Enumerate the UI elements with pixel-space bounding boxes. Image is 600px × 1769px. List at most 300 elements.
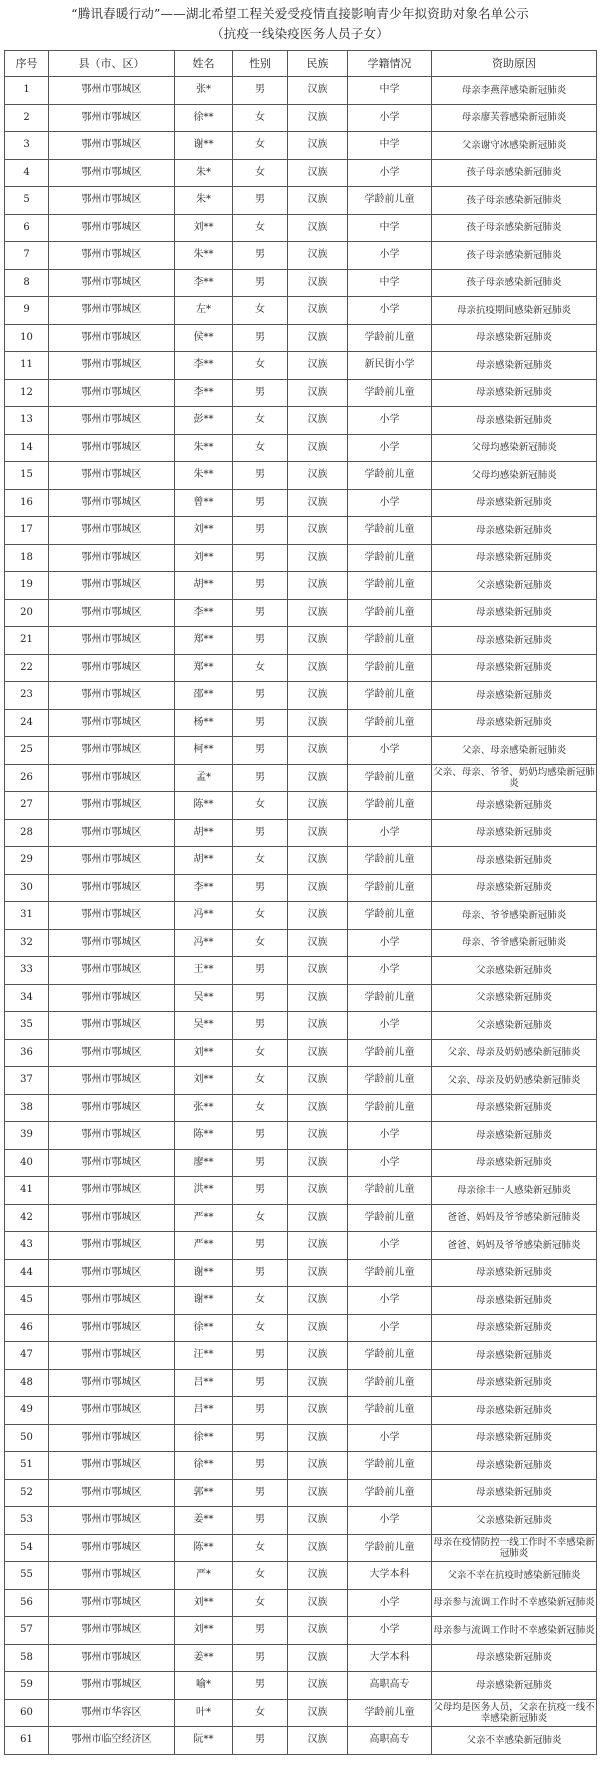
cell-school-status: 小学 [348, 929, 432, 957]
cell-no: 21 [5, 627, 49, 655]
cell-name: 徐** [175, 1314, 233, 1342]
cell-name: 张* [175, 77, 233, 105]
table-row [5, 819, 597, 847]
cell-school-status: 小学 [348, 407, 432, 435]
cell-no: 36 [5, 1039, 49, 1067]
cell-school-status: 小学 [348, 819, 432, 847]
cell-gender: 女 [233, 902, 288, 930]
cell-no: 53 [5, 1507, 49, 1535]
cell-reason: 父亲感染新冠肺炎 [432, 572, 597, 600]
cell-no: 37 [5, 1067, 49, 1095]
cell-reason: 母亲感染新冠肺炎 [432, 847, 597, 875]
cell-no: 2 [5, 104, 49, 132]
cell-no: 52 [5, 1479, 49, 1507]
cell-name: 谢** [175, 1259, 233, 1287]
cell-ethnicity: 汉族 [288, 654, 348, 682]
cell-ethnicity: 汉族 [288, 599, 348, 627]
cell-ethnicity: 汉族 [288, 1424, 348, 1452]
cell-school-status: 学龄前儿童 [348, 654, 432, 682]
cell-no: 7 [5, 242, 49, 270]
cell-ethnicity: 汉族 [288, 957, 348, 985]
cell-county: 鄂州市鄂城区 [49, 324, 175, 352]
cell-school-status: 学龄前儿童 [348, 874, 432, 902]
table-row [5, 1727, 597, 1755]
cell-ethnicity: 汉族 [288, 517, 348, 545]
cell-county: 鄂州市鄂城区 [49, 1232, 175, 1260]
cell-no: 20 [5, 599, 49, 627]
cell-gender: 男 [233, 187, 288, 215]
cell-no: 57 [5, 1617, 49, 1645]
cell-ethnicity: 汉族 [288, 1204, 348, 1232]
cell-gender: 男 [233, 1727, 288, 1755]
table-row [5, 104, 597, 132]
cell-county: 鄂州市鄂城区 [49, 1067, 175, 1095]
cell-gender: 女 [233, 1287, 288, 1315]
cell-ethnicity: 汉族 [288, 627, 348, 655]
cell-no: 46 [5, 1314, 49, 1342]
cell-ethnicity: 汉族 [288, 1259, 348, 1287]
cell-name: 洪** [175, 1177, 233, 1205]
cell-reason: 母亲感染新冠肺炎 [432, 1479, 597, 1507]
cell-school-status: 学龄前儿童 [348, 1397, 432, 1425]
table-row [5, 737, 597, 765]
cell-school-status: 学龄前儿童 [348, 902, 432, 930]
cell-reason: 父亲、母亲及奶奶感染新冠肺炎 [432, 1067, 597, 1095]
cell-reason: 母亲感染新冠肺炎 [432, 709, 597, 737]
cell-county: 鄂州市临空经济区 [49, 1727, 175, 1755]
cell-gender: 男 [233, 242, 288, 270]
cell-reason: 父亲感染新冠肺炎 [432, 984, 597, 1012]
cell-name: 孟* [175, 764, 233, 792]
cell-gender: 男 [233, 1122, 288, 1150]
cell-reason: 母亲感染新冠肺炎 [432, 1149, 597, 1177]
cell-county: 鄂州市鄂城区 [49, 407, 175, 435]
cell-ethnicity: 汉族 [288, 1012, 348, 1040]
cell-name: 胡** [175, 847, 233, 875]
table-row [5, 159, 597, 187]
cell-county: 鄂州市鄂城区 [49, 1397, 175, 1425]
cell-name: 朱* [175, 159, 233, 187]
cell-reason: 孩子母亲感染新冠肺炎 [432, 187, 597, 215]
cell-name: 左* [175, 297, 233, 325]
cell-school-status: 小学 [348, 1617, 432, 1645]
cell-no: 28 [5, 819, 49, 847]
cell-reason: 母亲感染新冠肺炎 [432, 544, 597, 572]
cell-name: 邵** [175, 682, 233, 710]
cell-ethnicity: 汉族 [288, 1672, 348, 1700]
cell-name: 吕** [175, 1397, 233, 1425]
cell-school-status: 学龄前儿童 [348, 187, 432, 215]
table-row [5, 1369, 597, 1397]
cell-ethnicity: 汉族 [288, 187, 348, 215]
cell-name: 胡** [175, 819, 233, 847]
table-row [5, 434, 597, 462]
cell-ethnicity: 汉族 [288, 1507, 348, 1535]
cell-no: 40 [5, 1149, 49, 1177]
cell-no: 18 [5, 544, 49, 572]
table-row [5, 462, 597, 490]
cell-name: 吴** [175, 1012, 233, 1040]
cell-gender: 女 [233, 1204, 288, 1232]
cell-reason: 爸爸、妈妈及爷爷感染新冠肺炎 [432, 1204, 597, 1232]
cell-name: 冯** [175, 902, 233, 930]
cell-no: 17 [5, 517, 49, 545]
cell-ethnicity: 汉族 [288, 159, 348, 187]
cell-name: 刘** [175, 1589, 233, 1617]
table-header-row [5, 51, 597, 77]
cell-school-status: 小学 [348, 1507, 432, 1535]
table-row [5, 242, 597, 270]
cell-gender: 男 [233, 269, 288, 297]
title-line-2: （抗疫一线染疫医务人员子女） [211, 26, 389, 41]
cell-gender: 女 [233, 214, 288, 242]
cell-ethnicity: 汉族 [288, 1232, 348, 1260]
cell-county: 鄂州市鄂城区 [49, 1342, 175, 1370]
table-row [5, 1452, 597, 1480]
cell-county: 鄂州市鄂城区 [49, 1507, 175, 1535]
cell-ethnicity: 汉族 [288, 1727, 348, 1755]
cell-county: 鄂州市鄂城区 [49, 792, 175, 820]
cell-school-status: 中学 [348, 269, 432, 297]
header-no: 序号 [5, 51, 49, 77]
cell-name: 李** [175, 874, 233, 902]
cell-reason: 母亲感染新冠肺炎 [432, 792, 597, 820]
cell-county: 鄂州市鄂城区 [49, 874, 175, 902]
cell-county: 鄂州市鄂城区 [49, 1094, 175, 1122]
cell-ethnicity: 汉族 [288, 269, 348, 297]
cell-gender: 男 [233, 1149, 288, 1177]
cell-ethnicity: 汉族 [288, 682, 348, 710]
cell-no: 23 [5, 682, 49, 710]
cell-county: 鄂州市鄂城区 [49, 489, 175, 517]
cell-name: 姜** [175, 1507, 233, 1535]
cell-gender: 男 [233, 764, 288, 792]
table-row [5, 269, 597, 297]
cell-name: 徐** [175, 1424, 233, 1452]
cell-ethnicity: 汉族 [288, 1149, 348, 1177]
table-row [5, 599, 597, 627]
cell-school-status: 大学本科 [348, 1562, 432, 1590]
table-row [5, 1562, 597, 1590]
table-row [5, 187, 597, 215]
cell-name: 陈** [175, 792, 233, 820]
cell-school-status: 小学 [348, 1149, 432, 1177]
cell-school-status: 高职高专 [348, 1672, 432, 1700]
cell-school-status: 学龄前儿童 [348, 1369, 432, 1397]
cell-reason: 母亲感染新冠肺炎 [432, 489, 597, 517]
cell-reason: 母亲廖芙蓉感染新冠肺炎 [432, 104, 597, 132]
cell-county: 鄂州市鄂城区 [49, 379, 175, 407]
cell-reason: 母亲李燕萍感染新冠肺炎 [432, 77, 597, 105]
cell-no: 15 [5, 462, 49, 490]
cell-school-status: 学龄前儿童 [348, 599, 432, 627]
cell-no: 24 [5, 709, 49, 737]
cell-gender: 女 [233, 297, 288, 325]
table-row [5, 214, 597, 242]
cell-county: 鄂州市鄂城区 [49, 1644, 175, 1672]
cell-no: 34 [5, 984, 49, 1012]
table-row [5, 1534, 597, 1562]
cell-county: 鄂州市鄂城区 [49, 1479, 175, 1507]
cell-no: 42 [5, 1204, 49, 1232]
table-row [5, 1232, 597, 1260]
cell-reason: 父亲不幸感染新冠肺炎 [432, 1727, 597, 1755]
cell-gender: 女 [233, 1589, 288, 1617]
table-row [5, 709, 597, 737]
cell-no: 45 [5, 1287, 49, 1315]
cell-ethnicity: 汉族 [288, 379, 348, 407]
cell-school-status: 新民街小学 [348, 352, 432, 380]
cell-name: 郑** [175, 627, 233, 655]
cell-no: 59 [5, 1672, 49, 1700]
cell-name: 曾** [175, 489, 233, 517]
cell-ethnicity: 汉族 [288, 1314, 348, 1342]
cell-name: 李** [175, 352, 233, 380]
cell-county: 鄂州市鄂城区 [49, 1617, 175, 1645]
cell-county: 鄂州市鄂城区 [49, 352, 175, 380]
cell-gender: 女 [233, 1094, 288, 1122]
cell-reason: 孩子母亲感染新冠肺炎 [432, 242, 597, 270]
cell-no: 14 [5, 434, 49, 462]
cell-county: 鄂州市鄂城区 [49, 77, 175, 105]
table-row [5, 874, 597, 902]
cell-ethnicity: 汉族 [288, 1287, 348, 1315]
table-row [5, 572, 597, 600]
cell-no: 41 [5, 1177, 49, 1205]
cell-gender: 男 [233, 1452, 288, 1480]
table-row [5, 132, 597, 160]
cell-no: 55 [5, 1562, 49, 1590]
cell-school-status: 小学 [348, 297, 432, 325]
cell-name: 李** [175, 599, 233, 627]
cell-gender: 女 [233, 132, 288, 160]
cell-school-status: 学龄前儿童 [348, 324, 432, 352]
cell-county: 鄂州市鄂城区 [49, 819, 175, 847]
cell-reason: 父亲、母亲及奶奶感染新冠肺炎 [432, 1039, 597, 1067]
cell-ethnicity: 汉族 [288, 1369, 348, 1397]
table-row [5, 489, 597, 517]
header-gender: 性别 [233, 51, 288, 77]
cell-reason: 母亲感染新冠肺炎 [432, 517, 597, 545]
table-row [5, 682, 597, 710]
cell-no: 32 [5, 929, 49, 957]
cell-county: 鄂州市鄂城区 [49, 132, 175, 160]
cell-school-status: 学龄前儿童 [348, 709, 432, 737]
cell-ethnicity: 汉族 [288, 1589, 348, 1617]
cell-ethnicity: 汉族 [288, 902, 348, 930]
cell-county: 鄂州市鄂城区 [49, 737, 175, 765]
cell-no: 31 [5, 902, 49, 930]
page-title [0, 0, 600, 50]
cell-ethnicity: 汉族 [288, 819, 348, 847]
cell-county: 鄂州市鄂城区 [49, 984, 175, 1012]
cell-county: 鄂州市鄂城区 [49, 1562, 175, 1590]
cell-county: 鄂州市鄂城区 [49, 242, 175, 270]
table-row [5, 1672, 597, 1700]
cell-reason: 母亲感染新冠肺炎 [432, 1094, 597, 1122]
table-row [5, 1644, 597, 1672]
cell-reason: 母亲感染新冠肺炎 [432, 1424, 597, 1452]
cell-gender: 男 [233, 1397, 288, 1425]
cell-reason: 母亲感染新冠肺炎 [432, 599, 597, 627]
cell-gender: 男 [233, 1259, 288, 1287]
table-row [5, 984, 597, 1012]
cell-ethnicity: 汉族 [288, 1644, 348, 1672]
cell-gender: 男 [233, 709, 288, 737]
cell-name: 徐** [175, 104, 233, 132]
table-row [5, 1397, 597, 1425]
table-row [5, 1589, 597, 1617]
cell-no: 8 [5, 269, 49, 297]
cell-reason: 父母均是医务人员，父亲在抗疫一线不幸感染新冠肺炎 [432, 1699, 597, 1727]
table-row [5, 1012, 597, 1040]
cell-school-status: 小学 [348, 1287, 432, 1315]
cell-gender: 女 [233, 352, 288, 380]
cell-county: 鄂州市鄂城区 [49, 269, 175, 297]
cell-name: 严** [175, 1204, 233, 1232]
table-row [5, 517, 597, 545]
cell-name: 叶* [175, 1699, 233, 1727]
cell-county: 鄂州市鄂城区 [49, 847, 175, 875]
cell-school-status: 小学 [348, 1314, 432, 1342]
cell-school-status: 学龄前儿童 [348, 544, 432, 572]
cell-reason: 孩子母亲感染新冠肺炎 [432, 159, 597, 187]
cell-gender: 男 [233, 627, 288, 655]
cell-county: 鄂州市鄂城区 [49, 1012, 175, 1040]
cell-no: 39 [5, 1122, 49, 1150]
cell-ethnicity: 汉族 [288, 407, 348, 435]
cell-school-status: 小学 [348, 159, 432, 187]
cell-school-status: 学龄前儿童 [348, 1094, 432, 1122]
cell-reason: 母亲感染新冠肺炎 [432, 682, 597, 710]
cell-reason: 母亲感染新冠肺炎 [432, 1122, 597, 1150]
cell-reason: 父亲谢守冰感染新冠肺炎 [432, 132, 597, 160]
cell-school-status: 小学 [348, 242, 432, 270]
cell-gender: 男 [233, 737, 288, 765]
cell-no: 10 [5, 324, 49, 352]
cell-county: 鄂州市鄂城区 [49, 1149, 175, 1177]
cell-reason: 母亲感染新冠肺炎 [432, 1644, 597, 1672]
cell-gender: 男 [233, 544, 288, 572]
cell-no: 6 [5, 214, 49, 242]
table-row [5, 1507, 597, 1535]
cell-county: 鄂州市鄂城区 [49, 1177, 175, 1205]
cell-school-status: 学龄前儿童 [348, 1342, 432, 1370]
cell-name: 严** [175, 1232, 233, 1260]
cell-school-status: 小学 [348, 434, 432, 462]
cell-ethnicity: 汉族 [288, 242, 348, 270]
cell-county: 鄂州市鄂城区 [49, 517, 175, 545]
cell-no: 1 [5, 77, 49, 105]
cell-school-status: 学龄前儿童 [348, 627, 432, 655]
cell-name: 郭** [175, 1479, 233, 1507]
cell-name: 李** [175, 269, 233, 297]
cell-ethnicity: 汉族 [288, 737, 348, 765]
cell-no: 25 [5, 737, 49, 765]
cell-ethnicity: 汉族 [288, 1534, 348, 1562]
cell-ethnicity: 汉族 [288, 874, 348, 902]
cell-name: 阮** [175, 1727, 233, 1755]
cell-gender: 女 [233, 159, 288, 187]
cell-reason: 父亲感染新冠肺炎 [432, 1507, 597, 1535]
cell-ethnicity: 汉族 [288, 1617, 348, 1645]
cell-ethnicity: 汉族 [288, 544, 348, 572]
cell-no: 22 [5, 654, 49, 682]
cell-gender: 女 [233, 1039, 288, 1067]
cell-ethnicity: 汉族 [288, 1067, 348, 1095]
cell-county: 鄂州市鄂城区 [49, 902, 175, 930]
cell-school-status: 小学 [348, 1424, 432, 1452]
cell-name: 陈** [175, 1534, 233, 1562]
header-school-status: 学籍情况 [348, 51, 432, 77]
cell-reason: 母亲感染新冠肺炎 [432, 352, 597, 380]
cell-school-status: 学龄前儿童 [348, 1067, 432, 1095]
cell-name: 谢** [175, 1287, 233, 1315]
cell-name: 彭** [175, 407, 233, 435]
table-row [5, 1287, 597, 1315]
cell-no: 49 [5, 1397, 49, 1425]
cell-ethnicity: 汉族 [288, 764, 348, 792]
cell-county: 鄂州市鄂城区 [49, 1259, 175, 1287]
cell-ethnicity: 汉族 [288, 1177, 348, 1205]
cell-no: 58 [5, 1644, 49, 1672]
recipient-table [4, 50, 597, 1755]
cell-name: 刘** [175, 544, 233, 572]
cell-reason: 母亲感染新冠肺炎 [432, 874, 597, 902]
cell-county: 鄂州市鄂城区 [49, 544, 175, 572]
cell-gender: 女 [233, 407, 288, 435]
cell-no: 29 [5, 847, 49, 875]
cell-county: 鄂州市鄂城区 [49, 957, 175, 985]
cell-name: 冯** [175, 929, 233, 957]
header-name: 姓名 [175, 51, 233, 77]
title-line-1: “腾讯春暖行动”——湖北希望工程关爱受疫情直接影响青少年拟资助对象名单公示 [71, 6, 529, 21]
cell-ethnicity: 汉族 [288, 792, 348, 820]
cell-school-status: 学龄前儿童 [348, 764, 432, 792]
cell-no: 61 [5, 1727, 49, 1755]
cell-school-status: 学龄前儿童 [348, 1479, 432, 1507]
cell-name: 吴** [175, 984, 233, 1012]
cell-school-status: 中学 [348, 132, 432, 160]
cell-county: 鄂州市鄂城区 [49, 1369, 175, 1397]
cell-gender: 男 [233, 1424, 288, 1452]
cell-county: 鄂州市鄂城区 [49, 1204, 175, 1232]
cell-county: 鄂州市鄂城区 [49, 1672, 175, 1700]
cell-gender: 男 [233, 819, 288, 847]
cell-no: 4 [5, 159, 49, 187]
cell-name: 朱* [175, 187, 233, 215]
cell-school-status: 学龄前儿童 [348, 1699, 432, 1727]
cell-school-status: 学龄前儿童 [348, 379, 432, 407]
table-row [5, 929, 597, 957]
header-reason: 资助原因 [432, 51, 597, 77]
cell-school-status: 小学 [348, 957, 432, 985]
cell-no: 60 [5, 1699, 49, 1727]
cell-reason: 母亲感染新冠肺炎 [432, 1672, 597, 1700]
cell-school-status: 中学 [348, 77, 432, 105]
cell-ethnicity: 汉族 [288, 77, 348, 105]
cell-gender: 女 [233, 434, 288, 462]
cell-school-status: 学龄前儿童 [348, 1534, 432, 1562]
cell-gender: 男 [233, 462, 288, 490]
cell-school-status: 大学本科 [348, 1644, 432, 1672]
cell-reason: 父亲感染新冠肺炎 [432, 1012, 597, 1040]
table-row [5, 1479, 597, 1507]
table-row [5, 297, 597, 325]
cell-reason: 母亲、爷爷感染新冠肺炎 [432, 902, 597, 930]
cell-ethnicity: 汉族 [288, 572, 348, 600]
cell-reason: 母亲感染新冠肺炎 [432, 819, 597, 847]
